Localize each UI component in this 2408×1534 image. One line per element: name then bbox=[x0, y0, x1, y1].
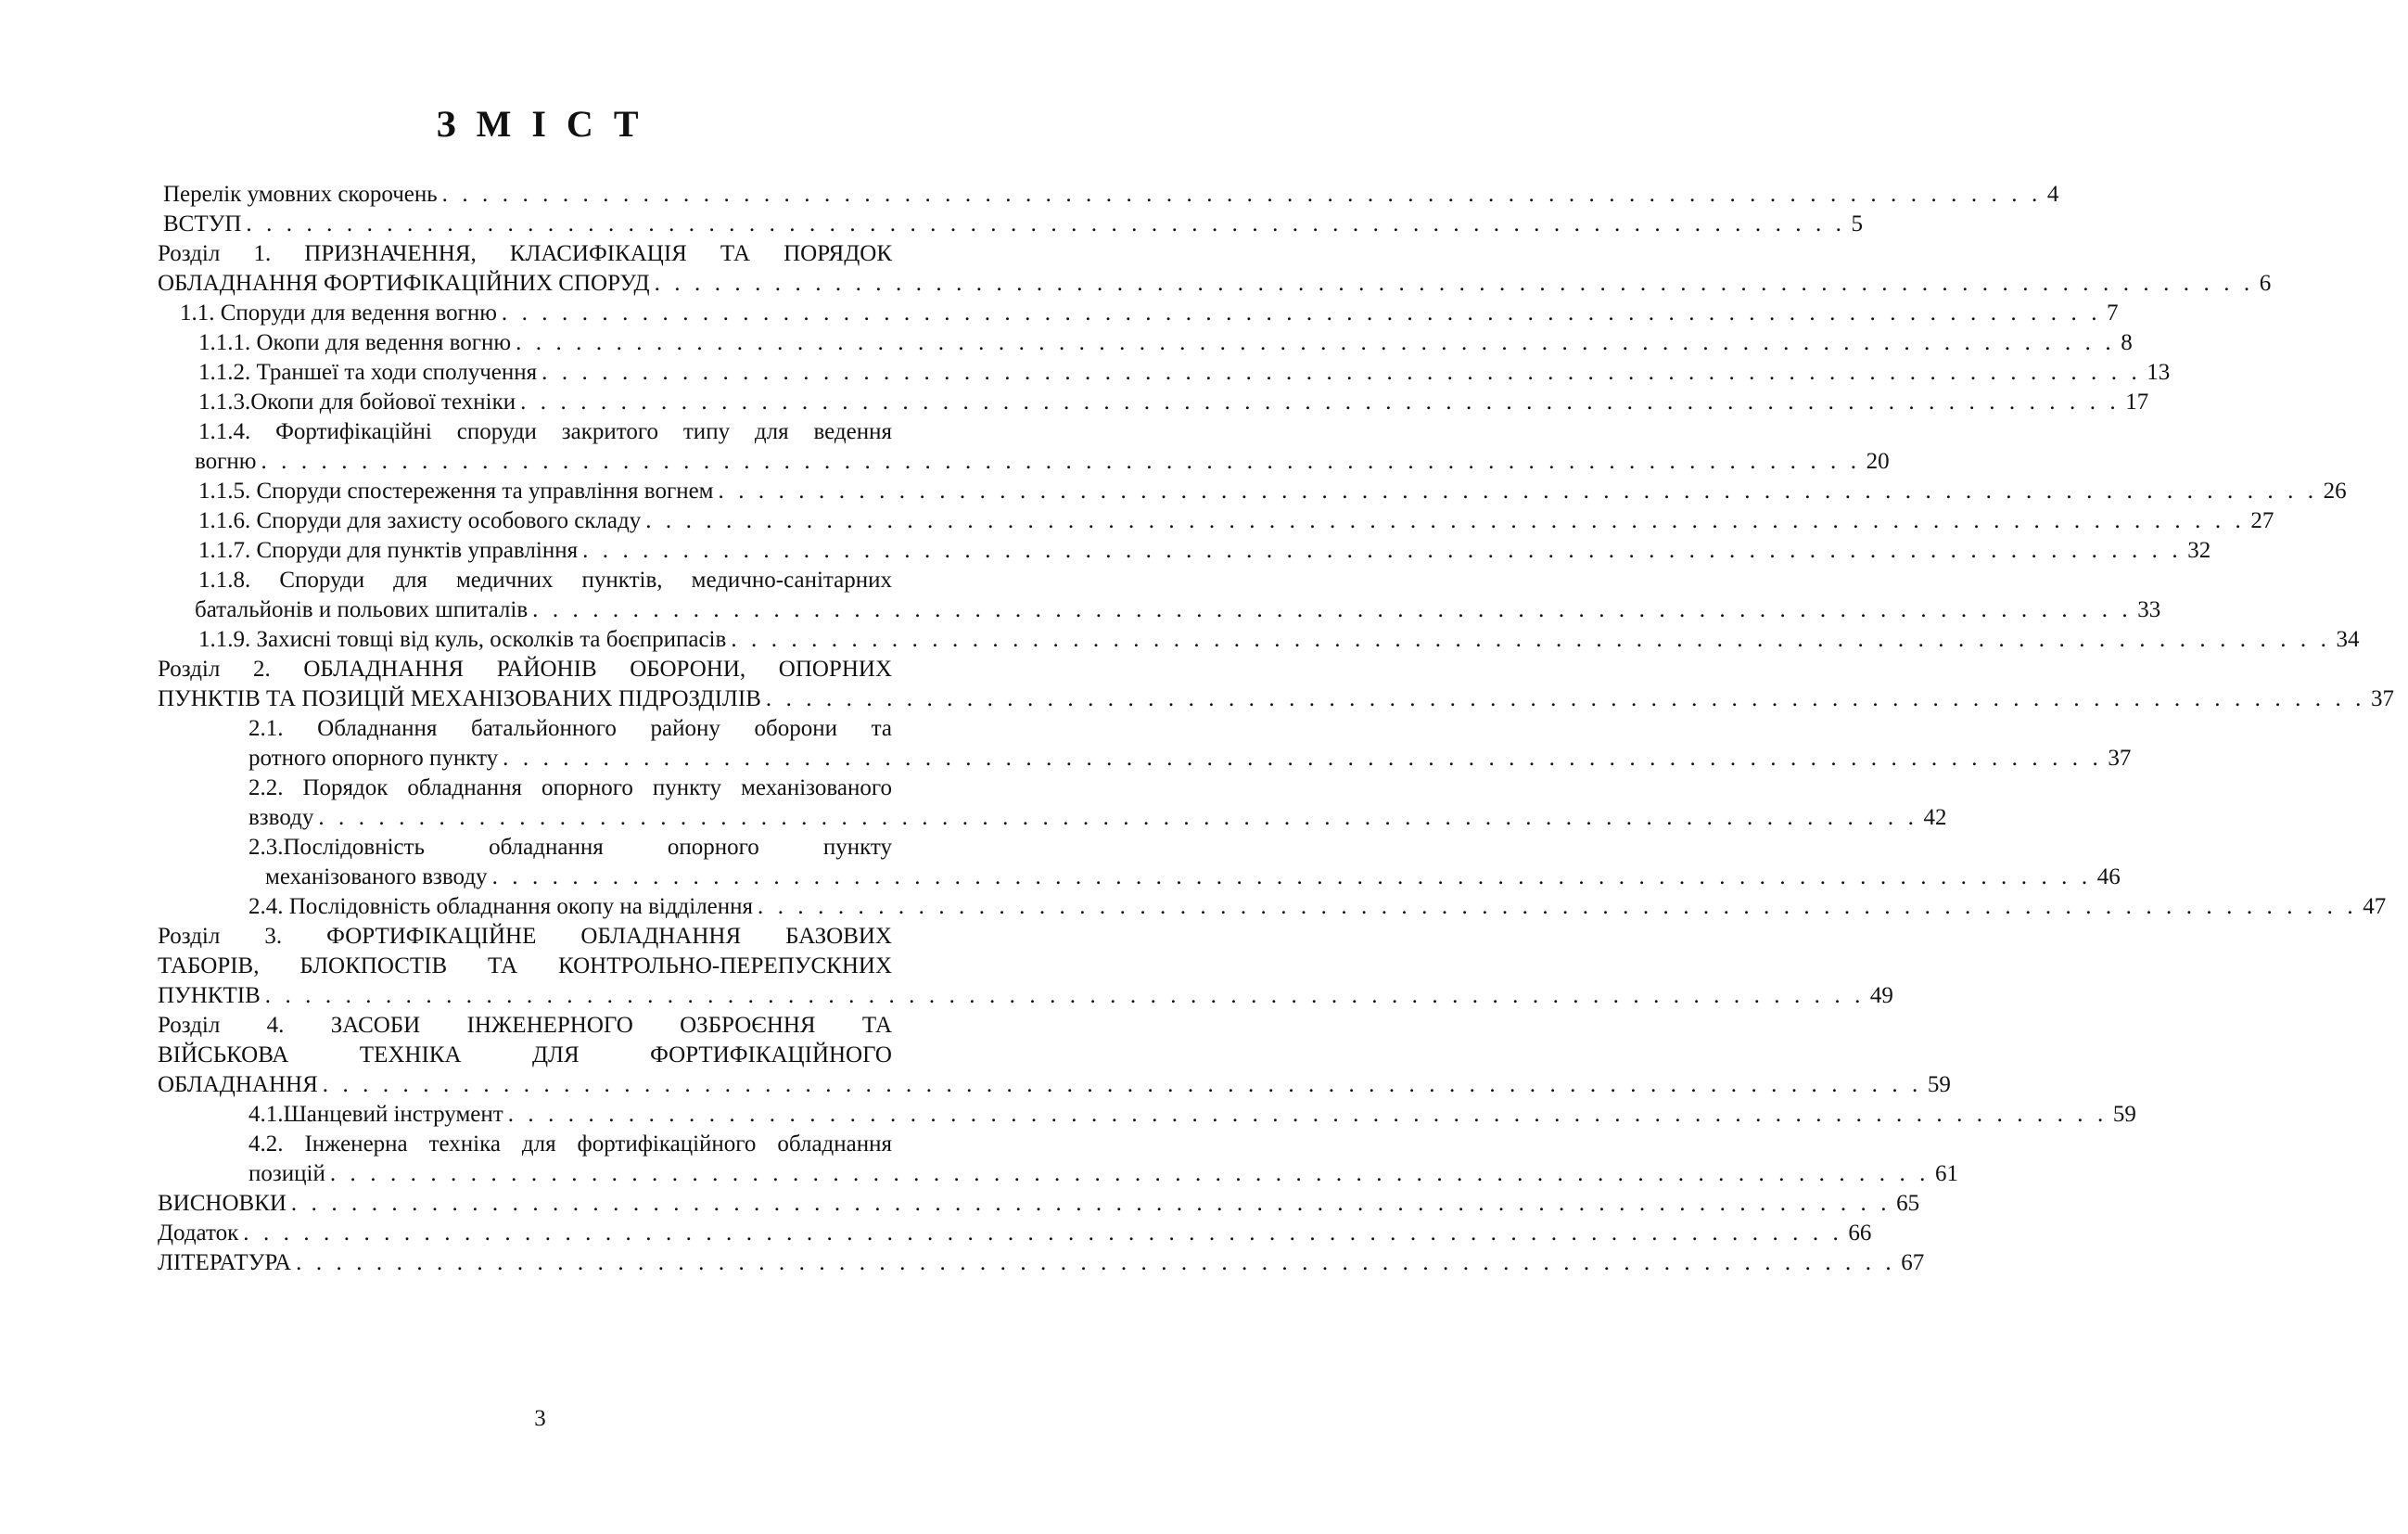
toc-entry-s1-1-1[interactable] bbox=[158, 328, 2133, 358]
dot-leader: . . . . . . . . . . . . . . . . . . . . . . . . . . . . . . . . . . . . . . . . . . . . . . . . . . . . . . . . . . . . . . . . . . . . . . . . . . . . . . . . bbox=[516, 330, 2116, 355]
dot-leader: . . . . . . . . . . . . . . . . . . . . . . . . . . . . . . . . . . . . . . . . . . . . . . . . . . . . . . . . . . . . . . . . . . . . . . . . . . . . . . . . bbox=[532, 597, 2133, 622]
toc-entry-s1-1-9[interactable] bbox=[158, 625, 2360, 655]
toc-entry-title: 1.1.1. Окопи для ведення вогню bbox=[198, 330, 512, 355]
toc-page-number: 13 bbox=[2147, 360, 2171, 385]
toc-entry-ch1[interactable] bbox=[158, 239, 2272, 299]
toc-entry-s1-1-4[interactable] bbox=[158, 417, 1890, 477]
toc-entry-s1-1-7[interactable] bbox=[158, 536, 2211, 566]
toc-entry-title: 1.1. Споруди для ведення вогню bbox=[180, 300, 497, 326]
toc-entry-s2-3[interactable] bbox=[158, 833, 2121, 892]
toc-entry-line: 2.1. Обладнання батальйонного району оборони та bbox=[248, 716, 892, 741]
toc-entry-line: 4.2. Інженерна техніка для фортифікаційного обладнання bbox=[248, 1131, 892, 1157]
dot-leader: . . . . . . . . . . . . . . . . . . . . . . . . . . . . . . . . . . . . . . . . . . . . . . . . . . . . . . . . . . . . . . . . . . . . . . . . . . . . . . . . bbox=[290, 1191, 1892, 1216]
toc-page-number: 34 bbox=[2336, 627, 2360, 652]
dot-leader: . . . . . . . . . . . . . . . . . . . . . . . . . . . . . . . . . . . . . . . . . . . . . . . . . . . . . . . . . . . . . . . . . . . . . . . . . . . . . . . . bbox=[507, 1102, 2108, 1127]
toc-entry-s4-1[interactable] bbox=[158, 1100, 2136, 1130]
toc-entry-s2-4[interactable] bbox=[158, 892, 2387, 922]
dot-leader: . . . . . . . . . . . . . . . . . . . . . . . . . . . . . . . . . . . . . . . . . . . . . . . . . . . . . . . . . . . . . . . . . . . . . . . . . . . . . . . . bbox=[520, 390, 2121, 415]
dot-leader: . . . . . . . . . . . . . . . . . . . . . . . . . . . . . . . . . . . . . . . . . . . . . . . . . . . . . . . . . . . . . . . . . . . . . . . . . . . . . . . . bbox=[758, 894, 2358, 919]
toc-page-number: 7 bbox=[2107, 300, 2119, 326]
toc-page-number: 33 bbox=[2137, 597, 2161, 622]
toc-entry-s1-1-2[interactable] bbox=[158, 358, 2171, 388]
dot-leader: . . . . . . . . . . . . . . . . . . . . . . . . . . . . . . . . . . . . . . . . . . . . . . . . . . . . . . . . . . . . . . . . . . . . . . . . . . . . . . . . bbox=[503, 746, 2103, 771]
dot-leader: . . . . . . . . . . . . . . . . . . . . . . . . . . . . . . . . . . . . . . . . . . . . . . . . . . . . . . . . . . . . . . . . . . . . . . . . . . . . . . . . bbox=[491, 864, 2092, 889]
dot-leader: . . . . . . . . . . . . . . . . . . . . . . . . . . . . . . . . . . . . . . . . . . . . . . . . . . . . . . . . . . . . . . . . . . . . . . . . . . . . . . . . bbox=[296, 1250, 1896, 1275]
toc-entry-s1-1-5[interactable] bbox=[158, 477, 2347, 506]
toc-entry-title: Додаток bbox=[158, 1221, 239, 1246]
toc-entry-title: ЛІТЕРАТУРА bbox=[158, 1250, 292, 1275]
dot-leader: . . . . . . . . . . . . . . . . . . . . . . . . . . . . . . . . . . . . . . . . . . . . . . . . . . . . . . . . . . . . . . . . . . . . . . . . . . . . . . . . bbox=[261, 449, 1861, 474]
dot-leader: . . . . . . . . . . . . . . . . . . . . . . . . . . . . . . . . . . . . . . . . . . . . . . . . . . . . . . . . . . . . . . . . . . . . . . . . . . . . . . . . bbox=[318, 805, 1918, 830]
dot-leader: . . . . . . . . . . . . . . . . . . . . . . . . . . . . . . . . . . . . . . . . . . . . . . . . . . . . . . . . . . . . . . . . . . . . . . . . . . . . . . . . bbox=[541, 360, 2142, 385]
toc-entry-line: ВІЙСЬКОВА ТЕХНІКА ДЛЯ ФОРТИФІКАЦІЙНОГО bbox=[158, 1042, 892, 1067]
dot-leader: . . . . . . . . . . . . . . . . . . . . . . . . . . . . . . . . . . . . . . . . . . . . . . . . . . . . . . . . . . . . . . . . . . . . . . . . . . . . . . . . bbox=[246, 211, 1846, 236]
page-title: З М І С Т bbox=[436, 103, 644, 145]
toc-entry-ch2[interactable] bbox=[158, 655, 2395, 714]
toc-entry-line: Розділ 1. ПРИЗНАЧЕННЯ, КЛАСИФІКАЦІЯ ТА ПОРЯДОК bbox=[158, 241, 892, 266]
toc-entry-line: Розділ 2. ОБЛАДНАННЯ РАЙОНІВ ОБОРОНИ, ОПОРНИХ bbox=[158, 657, 892, 682]
dot-leader: . . . . . . . . . . . . . . . . . . . . . . . . . . . . . . . . . . . . . . . . . . . . . . . . . . . . . . . . . . . . . . . . . . . . . . . . . . . . . . . . bbox=[264, 983, 1865, 1008]
toc-entry-s1-1[interactable] bbox=[158, 299, 2119, 328]
toc-entry-abbrev[interactable] bbox=[158, 180, 2059, 210]
toc-page-number: 8 bbox=[2121, 330, 2133, 355]
toc-page-number: 47 bbox=[2363, 894, 2387, 919]
toc-page-number: 37 bbox=[2371, 686, 2395, 711]
dot-leader: . . . . . . . . . . . . . . . . . . . . . . . . . . . . . . . . . . . . . . . . . . . . . . . . . . . . . . . . . . . . . . . . . . . . . . . . . . . . . . . . bbox=[243, 1221, 1843, 1246]
toc-entry-s2-1[interactable] bbox=[158, 714, 2132, 773]
dot-leader: . . . . . . . . . . . . . . . . . . . . . . . . . . . . . . . . . . . . . . . . . . . . . . . . . . . . . . . . . . . . . . . . . . . . . . . . . . . . . . . . bbox=[501, 300, 2102, 326]
toc-page-number: 32 bbox=[2187, 538, 2211, 563]
toc-entry-appendix[interactable] bbox=[158, 1219, 1872, 1248]
toc-entry-title: 1.1.3.Окопи для бойової техніки bbox=[198, 390, 516, 415]
toc-page-number: 5 bbox=[1851, 211, 1864, 236]
dot-leader: . . . . . . . . . . . . . . . . . . . . . . . . . . . . . . . . . . . . . . . . . . . . . . . . . . . . . . . . . . . . . . . . . . . . . . . . . . . . . . . . bbox=[441, 182, 2042, 207]
dot-leader: . . . . . . . . . . . . . . . . . . . . . . . . . . . . . . . . . . . . . . . . . . . . . . . . . . . . . . . . . . . . . . . . . . . . . . . . . . . . . . . . bbox=[654, 271, 2254, 296]
toc-entry-title: 1.1.5. Споруди спостереження та управління вогнем bbox=[198, 479, 714, 504]
dot-leader: . . . . . . . . . . . . . . . . . . . . . . . . . . . . . . . . . . . . . . . . . . . . . . . . . . . . . . . . . . . . . . . . . . . . . . . . . . . . . . . . bbox=[582, 538, 2183, 563]
toc-entry-intro[interactable] bbox=[158, 210, 1864, 239]
toc-page-number: 17 bbox=[2125, 390, 2149, 415]
toc-entry-title: 4.1.Шанцевий інструмент bbox=[248, 1102, 503, 1127]
toc-entry-s2-2[interactable] bbox=[158, 773, 1947, 833]
toc-entry-title: вогню bbox=[195, 449, 257, 474]
toc-page-number: 26 bbox=[2323, 479, 2347, 504]
toc-entry-line: 2.2. Порядок обладнання опорного пункту механізованого bbox=[248, 775, 892, 800]
dot-leader: . . . . . . . . . . . . . . . . . . . . . . . . . . . . . . . . . . . . . . . . . . . . . . . . . . . . . . . . . . . . . . . . . . . . . . . . . . . . . . . . bbox=[731, 627, 2331, 652]
toc-entry-conclusions[interactable] bbox=[158, 1189, 1920, 1219]
table-of-contents bbox=[158, 180, 2395, 1278]
toc-page-number: 65 bbox=[1896, 1191, 1920, 1216]
toc-page-number: 20 bbox=[1866, 449, 1890, 474]
toc-entry-title: ПУНКТІВ bbox=[158, 983, 261, 1008]
toc-entry-title: Перелік умовних скорочень bbox=[163, 182, 438, 207]
page-number: 3 bbox=[534, 1406, 546, 1431]
toc-entry-title: взводу bbox=[248, 805, 314, 830]
toc-entry-line: Розділ 3. ФОРТИФІКАЦІЙНЕ ОБЛАДНАННЯ БАЗОВИХ bbox=[158, 924, 892, 949]
toc-page-number: 6 bbox=[2259, 271, 2272, 296]
toc-entry-title: ОБЛАДНАННЯ ФОРТИФІКАЦІЙНИХ СПОРУД bbox=[158, 271, 650, 296]
dot-leader: . . . . . . . . . . . . . . . . . . . . . . . . . . . . . . . . . . . . . . . . . . . . . . . . . . . . . . . . . . . . . . . . . . . . . . . . . . . . . . . . bbox=[329, 1161, 1930, 1186]
toc-entry-title: ротного опорного пункту bbox=[248, 746, 499, 771]
toc-entry-title: 1.1.9. Захисні товщі від куль, осколків та боєприпасів bbox=[198, 627, 727, 652]
toc-entry-title: механізованого взводу bbox=[265, 864, 488, 889]
toc-entry-ch4[interactable] bbox=[158, 1011, 1951, 1100]
toc-page-number: 27 bbox=[2250, 508, 2274, 533]
toc-entry-s1-1-6[interactable] bbox=[158, 506, 2274, 536]
toc-page-number: 66 bbox=[1848, 1221, 1872, 1246]
toc-entry-literature[interactable] bbox=[158, 1248, 1925, 1278]
dot-leader: . . . . . . . . . . . . . . . . . . . . . . . . . . . . . . . . . . . . . . . . . . . . . . . . . . . . . . . . . . . . . . . . . . . . . . . . . . . . . . . . bbox=[645, 508, 2246, 533]
toc-entry-title: ВИСНОВКИ bbox=[158, 1191, 287, 1216]
toc-entry-title: 1.1.6. Споруди для захисту особового складу bbox=[198, 508, 642, 533]
toc-page-number: 37 bbox=[2108, 746, 2132, 771]
toc-entry-title: ВСТУП bbox=[163, 211, 242, 236]
toc-entry-title: позицій bbox=[248, 1161, 325, 1186]
toc-page-number: 4 bbox=[2046, 182, 2059, 207]
dot-leader: . . . . . . . . . . . . . . . . . . . . . . . . . . . . . . . . . . . . . . . . . . . . . . . . . . . . . . . . . . . . . . . . . . . . . . . . . . . . . . . . bbox=[765, 686, 2366, 711]
toc-entry-line: 2.3.Послідовність обладнання опорного пункту bbox=[248, 835, 892, 860]
toc-page-number: 61 bbox=[1935, 1161, 1958, 1186]
toc-entry-s1-1-3[interactable] bbox=[158, 388, 2149, 417]
toc-entry-s4-2[interactable] bbox=[158, 1130, 1958, 1189]
toc-entry-line: Розділ 4. ЗАСОБИ ІНЖЕНЕРНОГО ОЗБРОЄННЯ ТА bbox=[158, 1013, 892, 1038]
toc-page-number: 49 bbox=[1869, 983, 1893, 1008]
toc-entry-title: 1.1.7. Споруди для пунктів управління bbox=[198, 538, 579, 563]
toc-entry-line: 1.1.4. Фортифікаційні споруди закритого типу для ведення bbox=[198, 419, 892, 444]
toc-entry-ch3[interactable] bbox=[158, 922, 1893, 1011]
toc-page-number: 59 bbox=[2112, 1102, 2136, 1127]
toc-entry-title: ОБЛАДНАННЯ bbox=[158, 1072, 318, 1097]
dot-leader: . . . . . . . . . . . . . . . . . . . . . . . . . . . . . . . . . . . . . . . . . . . . . . . . . . . . . . . . . . . . . . . . . . . . . . . . . . . . . . . . bbox=[322, 1072, 1922, 1097]
toc-page-number: 42 bbox=[1923, 805, 1947, 830]
toc-entry-title: 1.1.2. Траншеї та ходи сполучення bbox=[198, 360, 538, 385]
toc-page-number: 59 bbox=[1927, 1072, 1951, 1097]
toc-page-number: 46 bbox=[2096, 864, 2121, 889]
toc-entry-line: 1.1.8. Споруди для медичних пунктів, медично-санітарних bbox=[198, 568, 892, 593]
toc-entry-title: ПУНКТІВ ТА ПОЗИЦІЙ МЕХАНІЗОВАНИХ ПІДРОЗДІЛІВ bbox=[158, 686, 761, 711]
toc-entry-title: батальйонів и польових шпиталів bbox=[195, 597, 529, 622]
dot-leader: . . . . . . . . . . . . . . . . . . . . . . . . . . . . . . . . . . . . . . . . . . . . . . . . . . . . . . . . . . . . . . . . . . . . . . . . . . . . . . . . bbox=[718, 479, 2318, 504]
toc-entry-title: 2.4. Послідовність обладнання окопу на відділення bbox=[248, 894, 754, 919]
toc-page-number: 67 bbox=[1901, 1250, 1925, 1275]
toc-entry-s1-1-8[interactable] bbox=[158, 566, 2161, 625]
toc-entry-line: ТАБОРІВ, БЛОКПОСТІВ ТА КОНТРОЛЬНО-ПЕРЕПУСКНИХ bbox=[158, 953, 892, 978]
